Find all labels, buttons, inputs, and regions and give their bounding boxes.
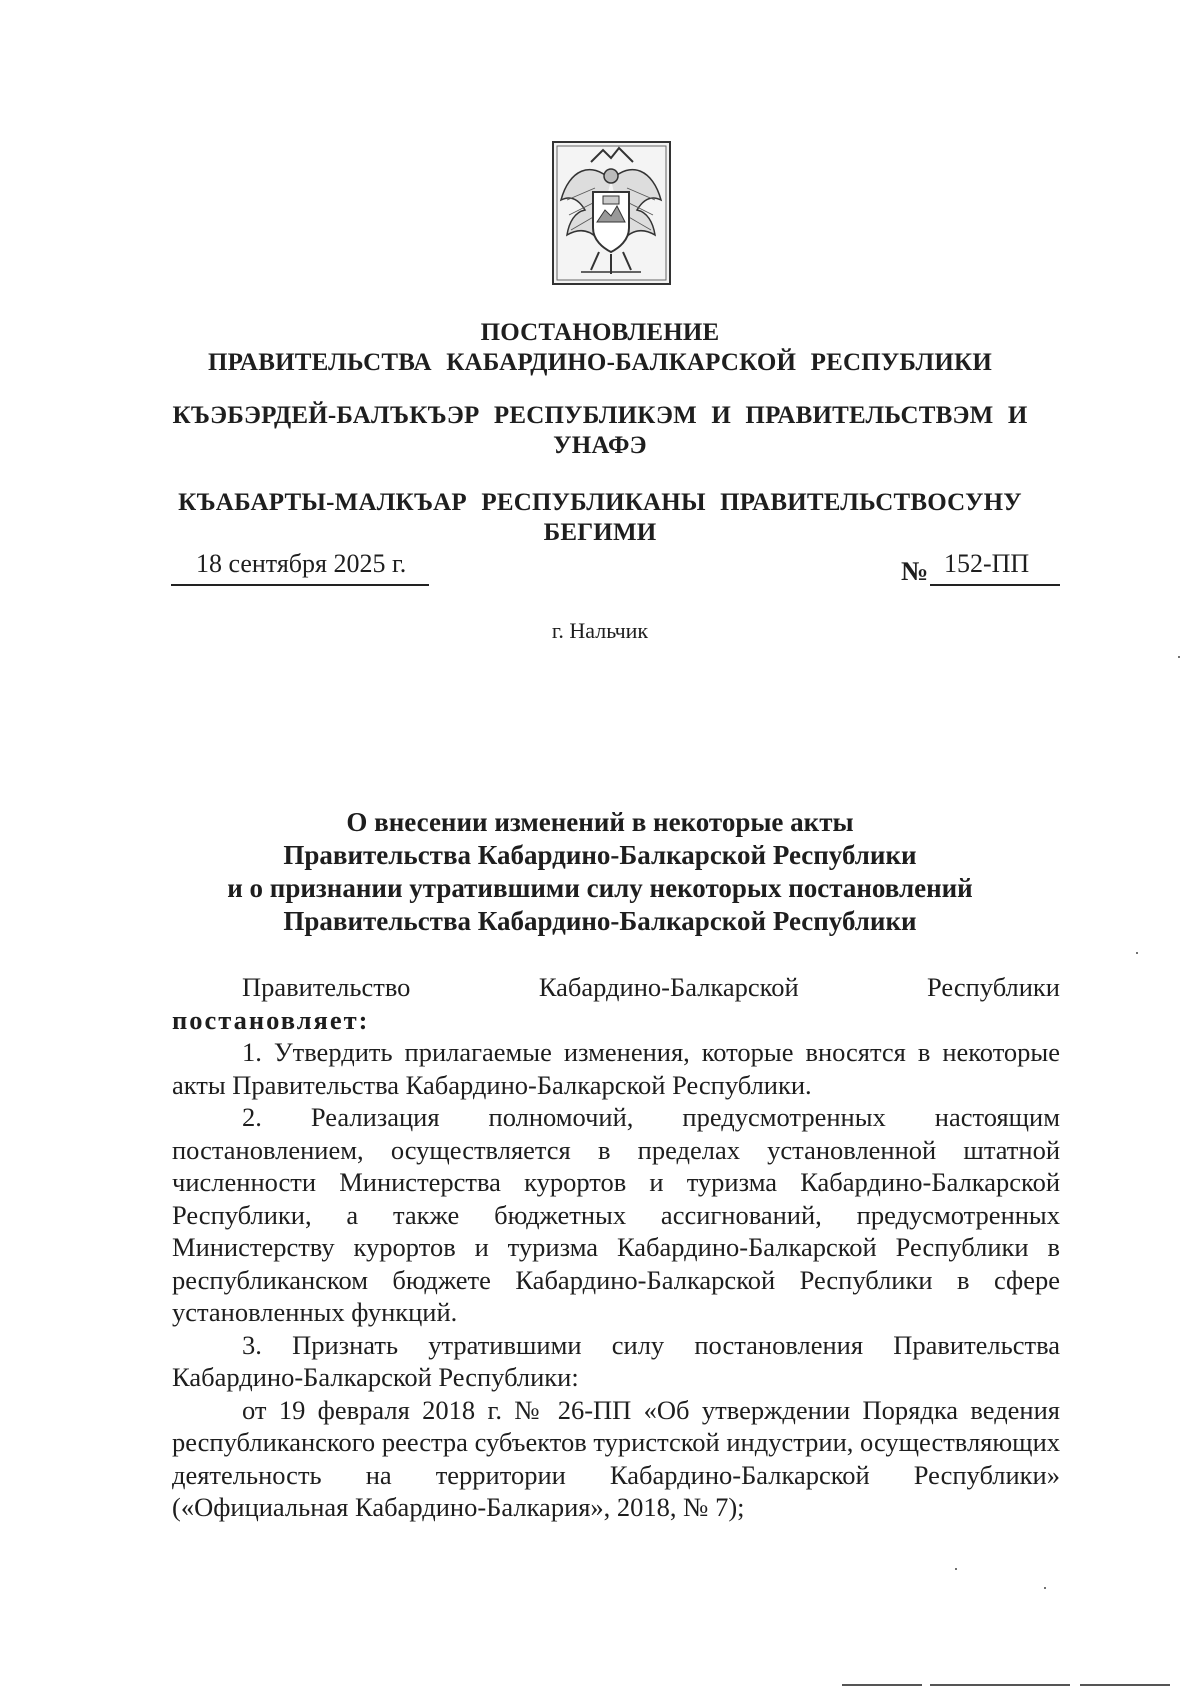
header-kabardian-line2: УНАФЭ [553,432,647,459]
intro-word-government: Правительство [242,972,411,1002]
paragraph-item-1: 1. Утвердить прилагаемые изменения, которые вносятся в некоторые акты Правительства Кабардино-Балкарской Республики. [172,1037,1060,1100]
header-government-name: ПРАВИТЕЛЬСТВА КАБАРДИНО-БАЛКАРСКОЙ РЕСПУБЛИКИ [208,349,992,376]
document-city: г. Нальчик [551,618,649,643]
title-line-1: О внесении изменений в некоторые акты [346,807,854,837]
intro-line [172,971,1060,1004]
scan-speck [955,1568,957,1570]
paragraph-item-2: 2. Реализация полномочий, предусмотренных настоящим постановлением, осуществляется в пределах установленной штатной численности Министерства курортов и туризма Кабардино-Балкарской Республики, а также бюджетных ассигнований, предусмотренных Министерству курортов и туризма Кабардино-Балкарской Республики в республиканском бюджете Кабардино-Балкарской Республики в сфере установленных функций. [172,1102,1060,1327]
scan-edge-fragment [842,1684,922,1686]
coat-of-arms-emblem [551,140,672,286]
document-title [0,806,1200,938]
paragraph-item-3-sub-1: от 19 февраля 2018 г. № 26-ПП «Об утверждении Порядка ведения республиканского реестра субъектов туристской индустрии, осуществляющих деятельность на территории Кабардино-Балкарской Республики» («Официальная Кабардино-Балкария», 2018, № 7); [172,1394,1060,1522]
header-resolution-word: ПОСТАНОВЛЕНИЕ [480,319,720,346]
resolves-word: постановляет: [172,1004,370,1035]
document-header-balkar [0,488,1200,548]
scan-speck [1044,1587,1046,1589]
header-balkar-line1: КЪАБАРТЫ-МАЛКЪАР РЕСПУБЛИКАНЫ ПРАВИТЕЛЬСТВОСУНУ [178,489,1022,516]
header-balkar-line2: БЕГИМИ [543,519,657,546]
title-line-2: Правительства Кабардино-Балкарской Республики [283,840,917,870]
document-body [172,971,1060,1524]
scan-edge-fragment [1080,1684,1170,1686]
document-date: 18 сентября 2025 г. [196,549,407,578]
header-kabardian-line1: КЪЭБЭРДЕЙ-БАЛЪКЪЭР РЕСПУБЛИКЭМ И ПРАВИТЕЛЬСТВЭМ И [172,402,1028,429]
scan-edge-fragment [930,1684,1070,1686]
paragraph-item-3: 3. Признать утратившими силу постановления Правительства Кабардино-Балкарской Республики: [172,1329,1060,1392]
scan-speck [1136,952,1138,954]
document-header-kabardian [0,401,1200,461]
intro-word-region: Кабардино-Балкарской [538,972,799,1002]
document-number-field [930,544,1060,586]
scan-speck [1178,656,1180,658]
intro-word-republic: Республики [927,972,1060,1002]
document-date-field [171,544,429,586]
document-header-russian [0,318,1200,378]
document-number: 152-ПП [944,549,1030,578]
document-number-sign: № [901,556,929,586]
title-line-3: и о признании утратившими силу некоторых постановлений [227,873,973,903]
title-line-4: Правительства Кабардино-Балкарской Республики [283,906,917,936]
